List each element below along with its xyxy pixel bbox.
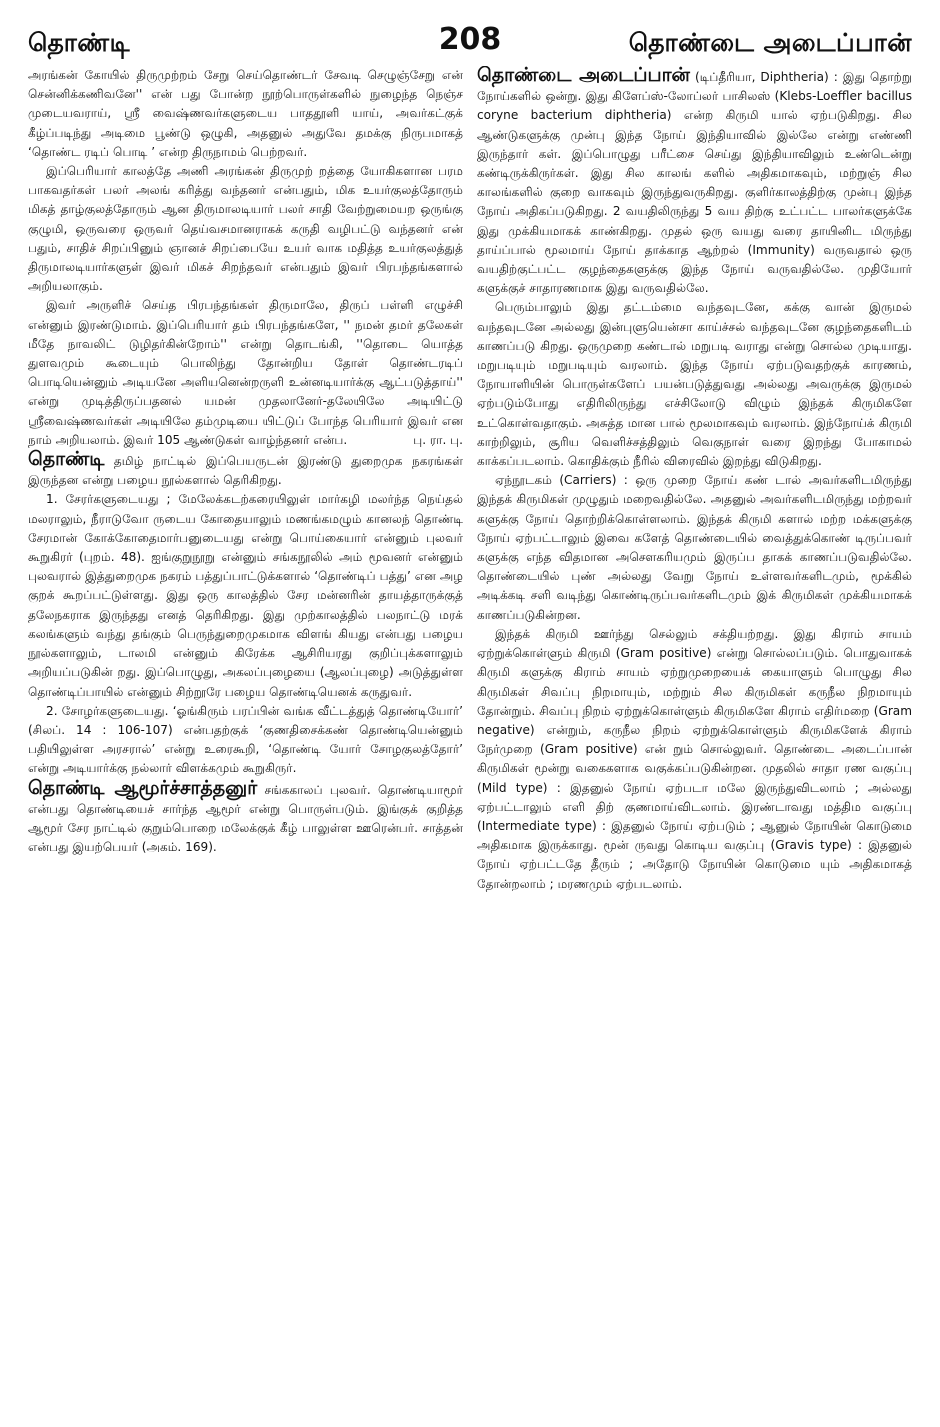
page-number: 208 [438,22,502,57]
page-header [28,12,912,62]
entry-intro: சங்ககாலப் புலவர். தொண்டியாமூர் என்பது தொண்டியைச் சார்ந்த ஆமூர் என்று பொருள்படும். இங்குக் குறித்த ஆமூர் சேர நாட்டில் குறும்பொறை மலேக்குக் கீழ் பாலுள்ள ஊரென்பர். சாத்தன் என்பது இயற்பெயர் (அகம். 169). [28,782,463,855]
entry-headword: தொண்டி ஆமூர்ச்சாத்தனுர் [28,776,258,799]
paragraph: அரங்கன் கோயில் திருமுற்றம் சேறு செய்தொண்டர் சேவடி செழுஞ்சேறு என் சென்னிக்கணிவனே'' என் பது போன்ற நூற்பொருள்களில் நுழைந்த நெஞ்ச முடையவராய், ஸ்ரீ வைஷ்ணவர்களுடைய பாததூளி யாய், அவர்கட்குக் கீழ்ப்படிந்து அடிமை பூண்டு ஒழுகி, அதனுல் அதுவே தமக்கு நிருபமாகத் ‘தொண்ட ரடிப் பொடி ’ என்ற திருநாமம் பெற்றவர். [28,68,463,159]
entry-intro: தமிழ் நாட்டில் இப்பெயருடன் இரண்டு துறைமுக நகரங்கள் இருந்தன என்று பழைய நூல்களால் தெரிகிறது. [28,454,463,488]
paragraph: 1. சேரர்களுடையது ; மேலேக்கடற்கரையிலுள் மார்கழி மலர்ந்த நெய்தல் மலராலும், நீராடுவோ ருடைய கோதையாலும் மணங்கமழும் கானலந் தொண்டி சேரமான் கோக்கோதைமார்பனுடையது என்று பொய்கையார் என்னும் புலவர் கூறுகிரர் (புறம். 48). ஐங்குறுநூறு என்னும் சங்கநூலில் அம் மூவனர் என்னும் புலவரால் இத்துறைமுக நகரம் பத்துப்பாட்டுக்களால் ‘தொண்டிப் பத்து’ என அழ குறக் கூறப்பட்டுள்ளது. இது ஒரு காலத்தில் சேர மன்னரின் தாயத்தாருக்குத் தலேநகராக இருந்தது எனத் தெரிகிறது. இது முற்காலத்தில் பலநாட்டு மரக் கலங்களும் வந்து தங்கும் பெருந்துறைமுகமாக விளங் கியது என்பது பழைய நூல்களாலும், டாலமி என்னும் கிரேக்க ஆசிரியரது குறிப்புக்களாலும் அறியப்படுகின் றது. இப்பொழுது, அகலப்புழையை (ஆலப்புழை) அடுத்துள்ள தொண்டிப்பாயில் என்னும் சிற்றூரே பழைய தொண்டியெனக் கருதுவர். [28,492,463,699]
right-column [477,66,912,1397]
entry-headword: தொண்டை அடைப்பான் [477,66,690,86]
paragraph [28,296,463,450]
entry-tondi [28,450,463,490]
entry-headword: தொண்டி [28,448,105,471]
left-column [28,66,463,1397]
entry-intro: (டிப்தீரியா, Diphtheria) : இது தொற்று நோய்களில் ஒன்று. இது கிளேப்ஸ்-லோப்லர் பாசிலஸ் (Klebs-Loeffler bacillus coryne bacterium diphtheria) என்ற கிருமி யால் ஏற்படுகிறது. சில ஆண்டுகளுக்கு முன்பு இந்த நோய் இந்தியாவில் இல்லே என்று எண்ணி இருந்தார் கள். இப்பொழுது பரீட்சை செய்து இந்தியாவிலும் உண்டென்று கண்டிருக்கிருர்கள். இது சில காலங் களில் அதிகமாகவும், மற்றுஞ் சில காலங்களில் குறை வாகவும் இருந்துவருகிறது. குளிர்காலத்திற்கு முன்பு இந்த நோய் அதிகப்படுகிறது. 2 வயதிலிருந்து 5 வய திற்கு உட்பட்ட பாலர்களுக்கே இது முக்கியமாகக் காண்கிறது. முதல் ஒரு வயது வரை தாயினிட மிருந்து தாய்ப்பால் மூலமாய் நோய் தாக்காத ஆற்றல் (Immunity) வருவதால் ஒரு வயதிற்குட்பட்ட குழந்தைகளுக்கு இந்த நோய் வருவதில்லே. முதியோர் களுக்குச் சாதாரணமாக இது வருவதில்லே. [477,70,912,296]
paragraph: ஏந்நூடகம் (Carriers) : ஒரு முறை நோய் கண் டால் அவர்களிடமிருந்து இந்தக் கிருமிகள் முழுதும் மறைவதில்லே. அதனுல் அவர்களிடமிருந்து மற்றவர் களுக்கு நோய் தொற்றிக்கொள்ளலாம். இந்தக் கிருமி களால் மற்ற மக்களுக்கு நோய் ஏற்பட்டாலும் இவை களேத் தொண்டையில் வைத்துக்கொண் டிருப்பவர் களுக்கு எந்த விதமான அசௌகரியமும் இருப்ப தாகக் காணப்படுவதில்லே. தொண்டையில் புண் அல்லது வேறு நோய் உள்ளவர்களிடமும், மூக்கில் அடிக்கடி சளி வடிந்து கொண்டிருப்பவர்களிடமும் இக் கிருமிகள் முக்கியமாகக் காணப்படுகின்றன. [477,473,912,622]
paragraph: பெரும்பாலும் இது தட்டம்மை வந்தவுடனே, கக்கு வான் இருமல் வந்தவுடனே அல்லது இன்புளுயென்சா காய்ச்சல் வந்தவுடனே குழந்தைகளிடம் காணப்படு கிறது. ஒருமுறை கண்டால் மறுபடி வராது என்று சொல்ல முடியாது. மறுபடியும் மறுபடியும் வரலாம். இந்த நோய் ஏற்படுவதற்குக் காரணம், நோயாளியின் பொருள்களேப் பயன்படுத்துவது அல்லது அவருக்கு இருமல் ஏற்படும்போது எதிரிலிருந்து எச்சிலோடு விழும் இந்தக் கிருமிகளே உட்கொள்வதாகும். அசுத்த மான பால் மூலமாகவும் வரலாம். இந்நோய்க் கிருமி காற்றிலும், சூரிய வெளிச்சத்திலும் வெகுநாள் வரை இறந்து போகாமல் காக்கப்படலாம். கொதிக்கும் நீரில் விரைவில் இறந்து விடுகிறது. [477,300,912,469]
entry-diphtheria [477,66,912,298]
entry-amur [28,776,463,858]
paragraph: 2. சோழர்களுடையது. ‘ஓங்கிரும் பரப்பின் வங்க வீட்டத்துத் தொண்டியோர்’ (சிலப். 14 : 106-107) என்பதற்குக் ‘குணதிசைக்கண் தொண்டியென்னும் பதியிலுள்ள அரசரால்’ என்று உரைகூறி, ‘தொண்டி யோர் சோழகுலத்தோர்’ என்று அடியார்க்கு நல்லார் விளக்கமும் கூறுகிருர். [28,703,463,776]
author-signature: பு. ரா. பு. [413,432,463,447]
paragraph-text: இவர் அருளிச் செய்த பிரபந்தங்கள் திருமாலே, திருப் பள்ளி எழுச்சி என்னும் இரண்டுமாம். இப்பெரியார் தம் பிரபந்தங்களே, '' நமன் தமர் தலேகள் மீதே நாவலிட் டுழிதர்கின்றோம்'' என்று தொடங்கி, ''தொடை யொத்த துளவமும் கூடையும் பொலிந்து தோன்றிய தோள் தொண்டரடிப் பொடியென்னும் அடியனே அளியனென்றருளி உன்னடியார்க்கு ஆட்படுத்தாய்'' என்று முடித்திருப்பதனல் யமன் முதலானேர்-தலேயிலே அடியிட்டு ஸ்ரீவைஷ்ணவர்கள் அடியிலே தம்முடியை யிட்டுப் போந்த பெரியார் இவர் என நாம் அறியலாம். இவர் 105 ஆண்டுகள் வாழ்ந்தனர் என்ப. [28,298,463,447]
paragraph: இப்பெரியார் காலத்தே அணி அரங்கன் திருமுற் றத்தை யோகிகளான பரம பாகவதர்கள் பலர் அலங் கரித்து வந்தனர் என்பதும், மிக உயர்குலத்தோரும் மிகத் தாழ்குலத்தோரும் ஆன திருமாலடியார் பலர் சாதி வேற்றுமையற ஒருங்கு குழுமி, ஒருவரை ஒருவர் தெய்வசமானராகக் கருதி வழிபட்டு வந்தனர் என் பதும், சாதிச் சிறப்பினும் ஞானச் சிறப்பையே உயர் வாக மதித்த உயர்குலத்துத் திருமாலடியார்களுள் இவர் மிகச் சிறந்தவர் என்பதும் இவர் பிரபந்தங்களால் அறியலாகும். [28,164,463,294]
page-body [28,66,912,1397]
paragraph: இந்தக் கிருமி ஊர்ந்து செல்லும் சக்தியற்றது. இது கிராம் சாயம் ஏற்றுக்கொள்ளும் கிருமி (Gram positive) என்று சொல்லப்படும். பொதுவாகக் கிருமி களுக்கு கிராம் சாயம் ஏற்றுமுறையைக் கையாளும் பொழுது சில கிருமிகள் சிவப்பு நிறமாயும், மற்றும் சில கிருமிகள் கருநீல நிறமாயும் தோன்றும். சிவப்பு நிறம் ஏற்றுக்கொள்ளும் கிருமிகளே கிராம் எதிர்மறை (Gram negative) என்றும், கருநீல நிறம் ஏற்றுக்கொள்ளும் கிருமிகளேக் கிராம் நேர்முறை (Gram positive) என் றும் சொல்லுவர். தொண்டை அடைப்பான் கிருமிகள் மூன்று வகைகளாக வகுக்கப்படுகின்றன. முதலில் சாதா ரண வகுப்பு (Mild type) : இதனுல் நோய் ஏற்படா மலே இருந்துவிடலாம் ; அல்லது ஏற்பட்டாலும் எளி திற் குணமாய்விடலாம். இரண்டாவது மத்திம வகுப்பு (Intermediate type) : இதனுல் நோய் ஏற்படும் ; ஆனுல் நோயின் கொடுமை அதிகமாக இருக்காது. மூன் ருவது கொடிய வகுப்பு (Gravis type) : இதனுல் நோய் ஏற்பட்டதே தீரும் ; அதோடு நோயின் கொடுமை யும் அதிகமாகத் தோன்றலாம் ; மரணமும் ஏற்படலாம். [477,626,912,891]
header-right-word: தொண்டை அடைப்பான் [628,28,912,57]
header-left-word: தொண்டி [28,28,131,57]
